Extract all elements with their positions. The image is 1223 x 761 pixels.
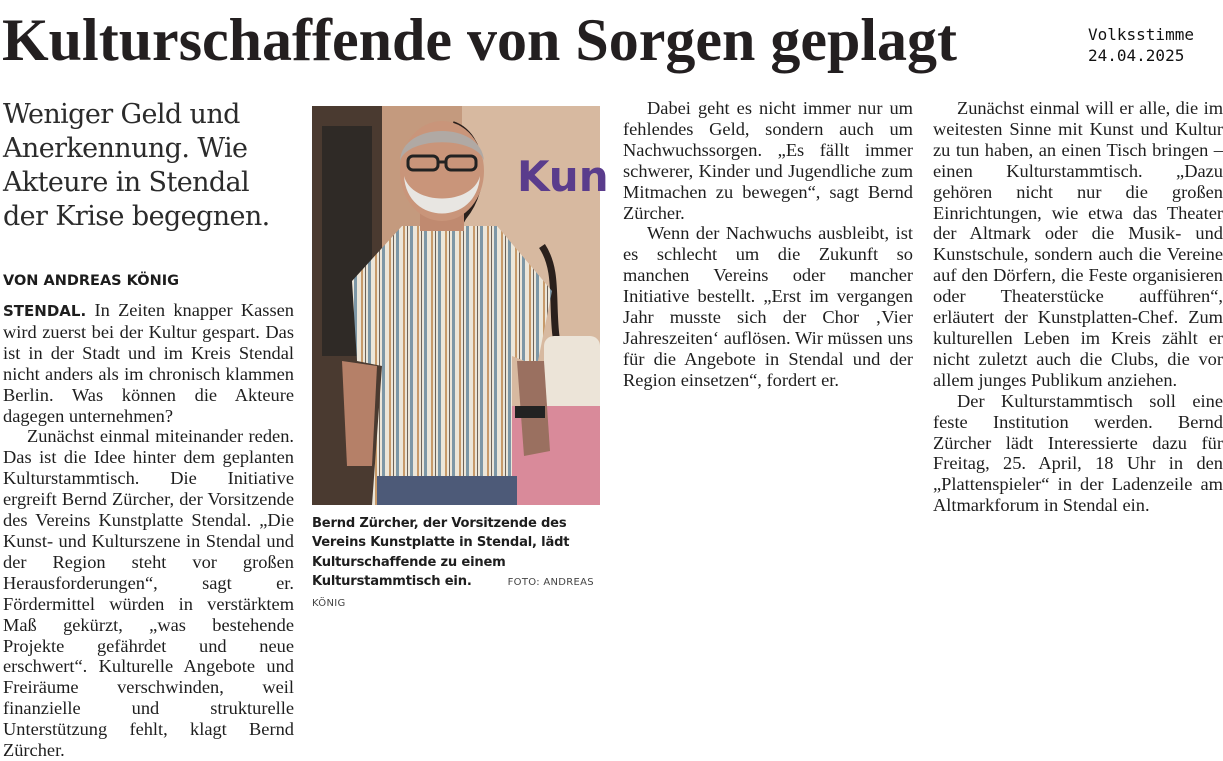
photo-credit: FOTO: ANDREAS KÖNIG: [312, 577, 594, 609]
paragraph-2-start: Zunächst einmal miteinander reden. Das ist die Idee hinter dem geplanten Kulturstammtisch. Die Initiative ergreift Bernd Zürcher, der Vorsitzende des Vereins Kunstplatte Stendal. „Die Kunst- und Kulturszene in Stendal und der Region steht vor großen Herausforderungen“, sagt er. Fördermittel würden in verstärktem Maß gekürzt, „was bestehende Projekte gefährdet und neue erschwert“. Kulturelle Angebote und Freiräume verschwinden, weil finanzielle und strukturelle Unterstützung fehlt, klagt Bernd Zürcher.: [3, 426, 294, 761]
paragraph-5: Zunächst einmal will er alle, die im weitesten Sinne mit Kunst und Kultur zu tun haben, an einen Tisch bringen – einen Kulturstammtisch. „Dazu gehören nicht nur die großen Einrichtungen, wie etwa das Theater der Altmark oder die Musik- und Kunstschule, sondern auch die Vereine auf den Dörfern, die Feste organisieren oder Theaterstücke aufführen“, erläutert der Kunstplatten-Chef. Zum kulturellen Leben im Kreis zählt er nicht zuletzt auch die Clubs, die vor allem junges Publikum anziehen.: [933, 98, 1223, 390]
source-date: 24.04.2025: [1088, 46, 1185, 65]
paragraph-1: [3, 300, 294, 426]
paragraph-4: Wenn der Nachwuchs ausbleibt, ist es schlecht um die Zukunft so manchen Vereins oder mancher Initiative bestellt. „Erst im vergangen Jahr musste sich der Chor ‚Vier Jahreszeiten‘ auflösen. Wir müssen uns für die Angebote in Stendal und der Region einsetzen“, fordert er.: [623, 223, 913, 390]
subline: Weniger Geld und Anerkennung. Wie Akteure in Stendal der Krise begegnen.: [3, 99, 270, 232]
paragraph-3: Dabei geht es nicht immer nur um fehlendes Geld, sondern auch um Nachwuchssorgen. „Es fällt immer schwerer, Kinder und Jugendliche zum Mitmachen zu bewegen“, sagt Bernd Zürcher.: [623, 98, 913, 223]
body-text-col4: [933, 98, 1223, 516]
photo-caption: [312, 514, 604, 613]
author-byline: VON ANDREAS KÖNIG: [3, 273, 179, 289]
paragraph-1-text: In Zeiten knapper Kassen wird zuerst bei der Kultur gespart. Das ist in der Stadt und im Kreis Stendal nicht anders als im chronisch klammen Berlin. Was können die Akteure dagegen unternehmen?: [3, 300, 294, 426]
column-1: [3, 98, 294, 761]
dateline: STENDAL.: [3, 302, 87, 320]
source-block: [1088, 24, 1194, 66]
article-photo: [312, 106, 609, 505]
column-3: [623, 98, 913, 599]
body-text-col3: [623, 98, 913, 391]
column-4: [933, 98, 1223, 599]
body-text-col1: [3, 300, 294, 761]
paragraph-6: Der Kulturstammtisch soll eine feste Institution werden. Bernd Zürcher lädt Interessierte dazu für Freitag, 25. April, 18 Uhr in den „Plattenspieler“ in der Ladenzeile am Altmarkforum in Stendal ein.: [933, 390, 1223, 516]
photo-portrait-image: [312, 106, 609, 505]
headline: Kulturschaffende von Sorgen geplagt: [2, 7, 958, 73]
caption-text: Bernd Zürcher, der Vorsitzende des Vereins Kunstplatte in Stendal, lädt Kulturschaffende zu einem Kulturstammtisch ein.: [312, 516, 570, 590]
wall-lettering: Kun: [517, 152, 609, 201]
source-name: Volksstimme: [1088, 25, 1194, 44]
